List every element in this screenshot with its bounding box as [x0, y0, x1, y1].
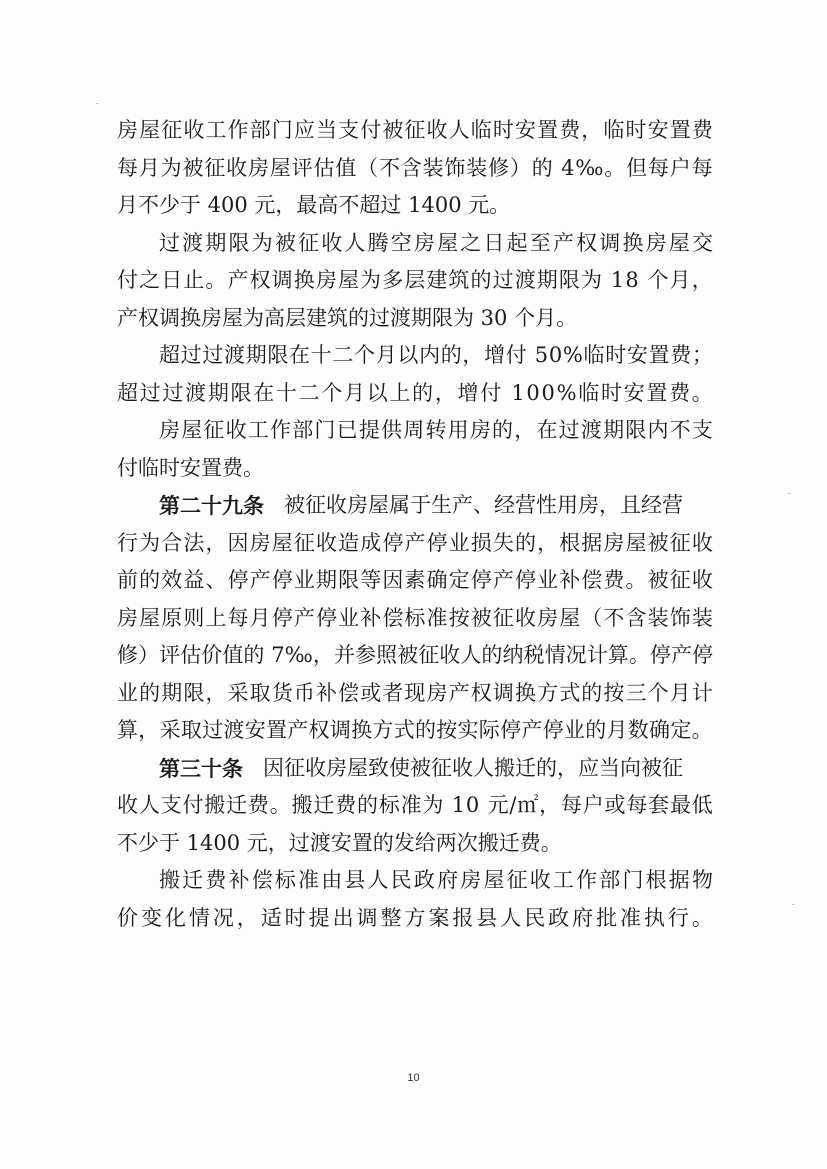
text-line: 业 的 期 限 ， 采 取 货 币 补 偿 或 者 现 房 产 权 调 换 方 式 的 按 三 个 月 计 — [117, 680, 713, 705]
article-30 — [117, 750, 713, 863]
article-number: 第二十九条 — [159, 493, 264, 518]
document-body — [117, 112, 713, 937]
text-line: 前 的 效 益 、 停 产 停 业 期 限 等 因 素 确 定 停 产 停 业 补 偿 费 。 被 征 收 — [117, 568, 713, 592]
paragraph-relocation-fee-adjustment — [117, 862, 713, 937]
paragraph-transition-period — [117, 225, 713, 338]
text-line: 房 屋 原 则 上 每 月 停 产 停 业 补 偿 标 准 按 被 征 收 房 屋 （ 不 含 装 饰 装 — [117, 605, 713, 630]
article-gap — [264, 487, 284, 525]
article-first-line — [117, 487, 713, 525]
article-29 — [117, 487, 713, 750]
article-gap — [243, 750, 263, 788]
text-line: 不少于 1400 元，过渡安置的发给两次搬迁费。 — [117, 830, 562, 855]
text-line: 价 变 化 情 况 ， 适 时 提 出 调 整 方 案 报 县 人 民 政 府 批 准 执 行 。 — [117, 905, 713, 930]
text-line: 行 为 合 法 ， 因 房 屋 征 收 造 成 停 产 停 业 损 失 的 ， 根 据 房 屋 被 征 收 — [117, 530, 713, 555]
scan-speck — [96, 103, 99, 104]
text-line: 房 屋 征 收 工 作 部 门 应 当 支 付 被 征 收 人 临 时 安 置 费 ， 临 时 安 置 费 — [117, 118, 713, 142]
article-first-line — [117, 750, 713, 788]
text-line: 过 渡 期 限 为 被 征 收 人 腾 空 房 屋 之 日 起 至 产 权 调 换 房 屋 交 — [159, 230, 713, 255]
paragraph-temporary-resettlement-fee — [117, 112, 713, 225]
page-number: 10 — [407, 1072, 420, 1084]
article-number: 第三十条 — [159, 755, 243, 781]
text-line: 产权调换房屋为高层建筑的过渡期限为 30 个月。 — [117, 305, 578, 330]
text-line: 付临时安置费。 — [117, 455, 264, 480]
text-line: 搬 迁 费 补 偿 标 准 由 县 人 民 政 府 房 屋 征 收 工 作 部 门 根 据 物 — [159, 868, 713, 892]
scan-speck — [788, 493, 791, 494]
text-line: 超 过 过 渡 期 限 在 十 二 个 月 以 上 的 ， 增 付 1 0 0 % 临 时 安 置 费 。 — [117, 380, 713, 405]
paragraph-turnover-housing — [117, 412, 713, 487]
text-line: 修 ） 评 估 价 值 的 7 ‰ ， 并 参 照 被 征 收 人 的 纳 税 情 况 计 算 。 停 产 停 — [117, 643, 713, 667]
scan-speck — [792, 904, 795, 905]
article-text: 因征收房屋致使被征收人搬迁的，应当向被征 — [263, 755, 683, 780]
text-line: 算 ， 采 取 过 渡 安 置 产 权 调 换 方 式 的 按 实 际 停 产 停 业 的 月 数 确 定 。 — [117, 718, 713, 742]
text-line: 月不少于 400 元，最高不超过 1400 元。 — [117, 193, 511, 217]
paragraph-overdue-transition — [117, 337, 713, 412]
text-line: 房 屋 征 收 工 作 部 门 已 提 供 周 转 用 房 的 ， 在 过 渡 期 限 内 不 支 — [159, 418, 713, 442]
text-line: 收 人 支 付 搬 迁 费 。 搬 迁 费 的 标 准 为 1 0 元 / ㎡ ， 每 户 或 每 套 最 低 — [117, 793, 713, 817]
article-text: 被征收房屋属于生产、经营性用房，且经营 — [284, 493, 683, 517]
text-line: 付 之 日 止 。 产 权 调 换 房 屋 为 多 层 建 筑 的 过 渡 期 限 为 1 8 个 月 ， — [117, 268, 713, 292]
text-line: 超 过 过 渡 期 限 在 十 二 个 月 以 内 的 ， 增 付 5 0 % 临 时 安 置 费 ； — [159, 343, 713, 367]
text-line: 每 月 为 被 征 收 房 屋 评 估 值 （ 不 含 装 饰 装 修 ） 的 4 ‰ 。 但 每 户 每 — [117, 155, 713, 180]
